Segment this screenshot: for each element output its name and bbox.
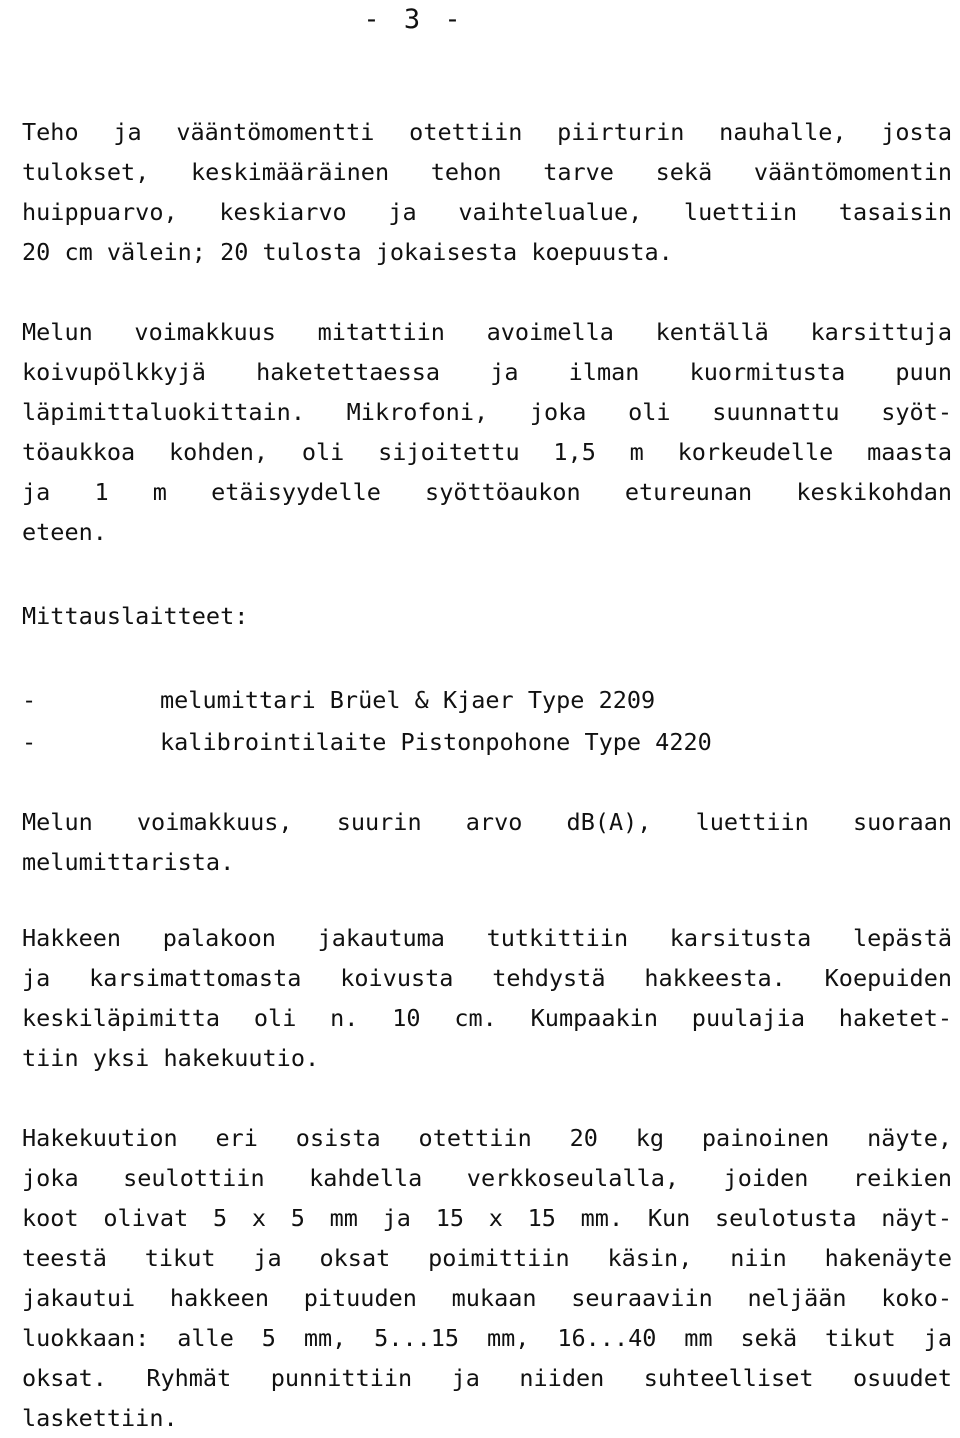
- text-line: koot olivat 5 x 5 mm ja 15 x 15 mm. Kun seulotusta näyt-: [22, 1204, 952, 1232]
- text-line: tiin yksi hakekuutio.: [22, 1044, 320, 1072]
- text-line: läpimittaluokittain. Mikrofoni, joka oli suunnattu syöt-: [22, 398, 952, 426]
- equipment-heading: [22, 596, 248, 636]
- list-dash: -: [22, 728, 37, 756]
- text-line: ja 1 m etäisyydelle syöttöaukon etureunan keskikohdan: [22, 478, 952, 506]
- page-number: - 3 -: [363, 4, 465, 35]
- list-dash: -: [22, 686, 37, 714]
- text-line: keskiläpimitta oli n. 10 cm. Kumpaakin puulajia haketet-: [22, 1004, 952, 1032]
- text-line: tulokset, keskimääräinen tehon tarve sekä vääntömomentin: [22, 158, 952, 186]
- text-line: koivupölkkyjä haketettaessa ja ilman kuormitusta puun: [22, 358, 952, 386]
- text-line: Melun voimakkuus, suurin arvo dB(A), luettiin suoraan: [22, 808, 952, 836]
- text-line: oksat. Ryhmät punnittiin ja niiden suhteelliset osuudet: [22, 1364, 952, 1392]
- list-item: [22, 722, 712, 762]
- text-line: Mittauslaitteet:: [22, 602, 249, 630]
- text-line: Melun voimakkuus mitattiin avoimella kentällä karsittuja: [22, 318, 952, 346]
- list-item: [22, 680, 655, 720]
- text-line: luokkaan: alle 5 mm, 5...15 mm, 16...40 mm sekä tikut ja: [22, 1324, 952, 1352]
- text-line: melumittarista.: [22, 848, 235, 876]
- text-line: huippuarvo, keskiarvo ja vaihtelualue, luettiin tasaisin: [22, 198, 952, 226]
- text-line: joka seulottiin kahdella verkkoseulalla, joiden reikien: [22, 1164, 952, 1192]
- paragraph-sampling: [22, 1118, 952, 1438]
- text-line: ja karsimattomasta koivusta tehdystä hakkeesta. Koepuiden: [22, 964, 952, 992]
- list-item-text: kalibrointilaite Pistonpohone Type 4220: [160, 728, 712, 756]
- paragraph-chip-distribution: [22, 918, 952, 1078]
- paragraph-noise-result: [22, 802, 952, 882]
- text-line: 20 cm välein; 20 tulosta jokaisesta koepuusta.: [22, 238, 673, 266]
- text-line: jakautui hakkeen pituuden mukaan seuraaviin neljään koko-: [22, 1284, 952, 1312]
- text-line: teestä tikut ja oksat poimittiin käsin, niin hakenäyte: [22, 1244, 952, 1272]
- text-line: eteen.: [22, 518, 107, 546]
- text-line: Hakekuution eri osista otettiin 20 kg painoinen näyte,: [22, 1124, 952, 1152]
- text-line: töaukkoa kohden, oli sijoitettu 1,5 m korkeudelle maasta: [22, 438, 952, 466]
- text-line: Hakkeen palakoon jakautuma tutkittiin karsitusta lepästä: [22, 924, 952, 952]
- paragraph-power-torque: [22, 112, 952, 272]
- text-line: laskettiin.: [22, 1404, 178, 1432]
- text-line: Teho ja vääntömomentti otettiin piirturin nauhalle, josta: [22, 118, 952, 146]
- paragraph-noise-measurement: [22, 312, 952, 552]
- list-item-text: melumittari Brüel & Kjaer Type 2209: [160, 686, 656, 714]
